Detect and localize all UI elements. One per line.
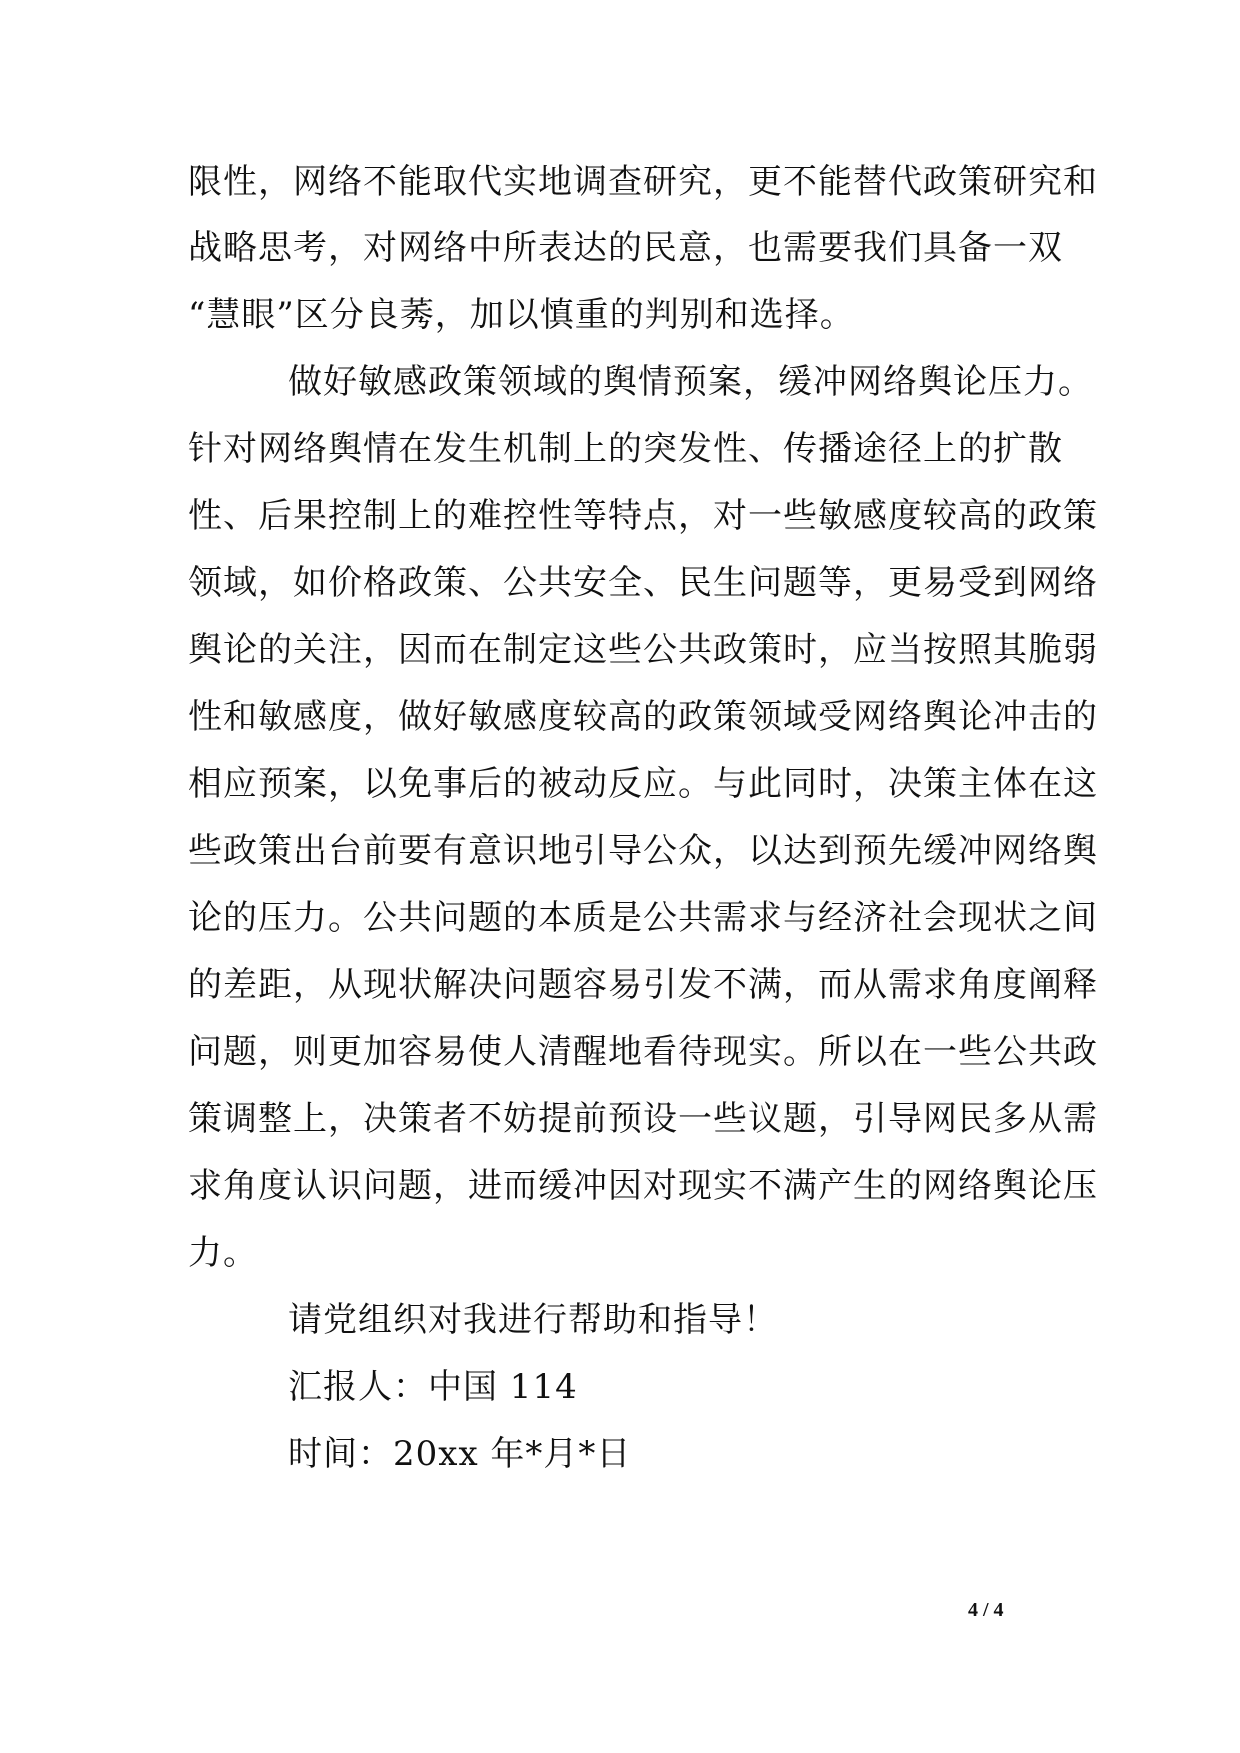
text-line: 性、后果控制上的难控性等特点，对一些敏感度较高的政策: [188, 496, 1098, 536]
text-line: “慧眼”区分良莠，加以慎重的判别和选择。: [188, 295, 855, 335]
reporter-line: 汇报人：中国 114: [288, 1367, 578, 1407]
date-line: 时间：20xx 年*月*日: [288, 1434, 632, 1474]
text-line: 性和敏感度，做好敏感度较高的政策领域受网络舆论冲击的: [188, 697, 1098, 737]
text-line: 舆论的关注，因而在制定这些公共政策时，应当按照其脆弱: [188, 630, 1098, 670]
text-line: 策调整上，决策者不妨提前预设一些议题，引导网民多从需: [188, 1099, 1098, 1139]
text-line: 力。: [188, 1233, 258, 1273]
text-line: 求角度认识问题，进而缓冲因对现实不满产生的网络舆论压: [188, 1166, 1098, 1206]
text-line: 限性，网络不能取代实地调查研究，更不能替代政策研究和: [188, 162, 1098, 202]
text-line: 的差距，从现状解决问题容易引发不满，而从需求角度阐释: [188, 965, 1098, 1005]
page-number: 4 / 4: [968, 1599, 1004, 1621]
text-line: 相应预案，以免事后的被动反应。与此同时，决策主体在这: [188, 764, 1098, 804]
text-line: 针对网络舆情在发生机制上的突发性、传播途径上的扩散: [188, 429, 1063, 469]
text-line: 些政策出台前要有意识地引导公众，以达到预先缓冲网络舆: [188, 831, 1098, 871]
paragraph-heading-line: 做好敏感政策领域的舆情预案，缓冲网络舆论压力。: [288, 362, 1093, 402]
closing-request: 请党组织对我进行帮助和指导！: [288, 1300, 778, 1340]
text-line: 问题，则更加容易使人清醒地看待现实。所以在一些公共政: [188, 1032, 1098, 1072]
text-line: 战略思考，对网络中所表达的民意，也需要我们具备一双: [188, 228, 1063, 268]
text-line: 论的压力。公共问题的本质是公共需求与经济社会现状之间: [188, 898, 1098, 938]
text-line: 领域，如价格政策、公共安全、民生问题等，更易受到网络: [188, 563, 1098, 603]
